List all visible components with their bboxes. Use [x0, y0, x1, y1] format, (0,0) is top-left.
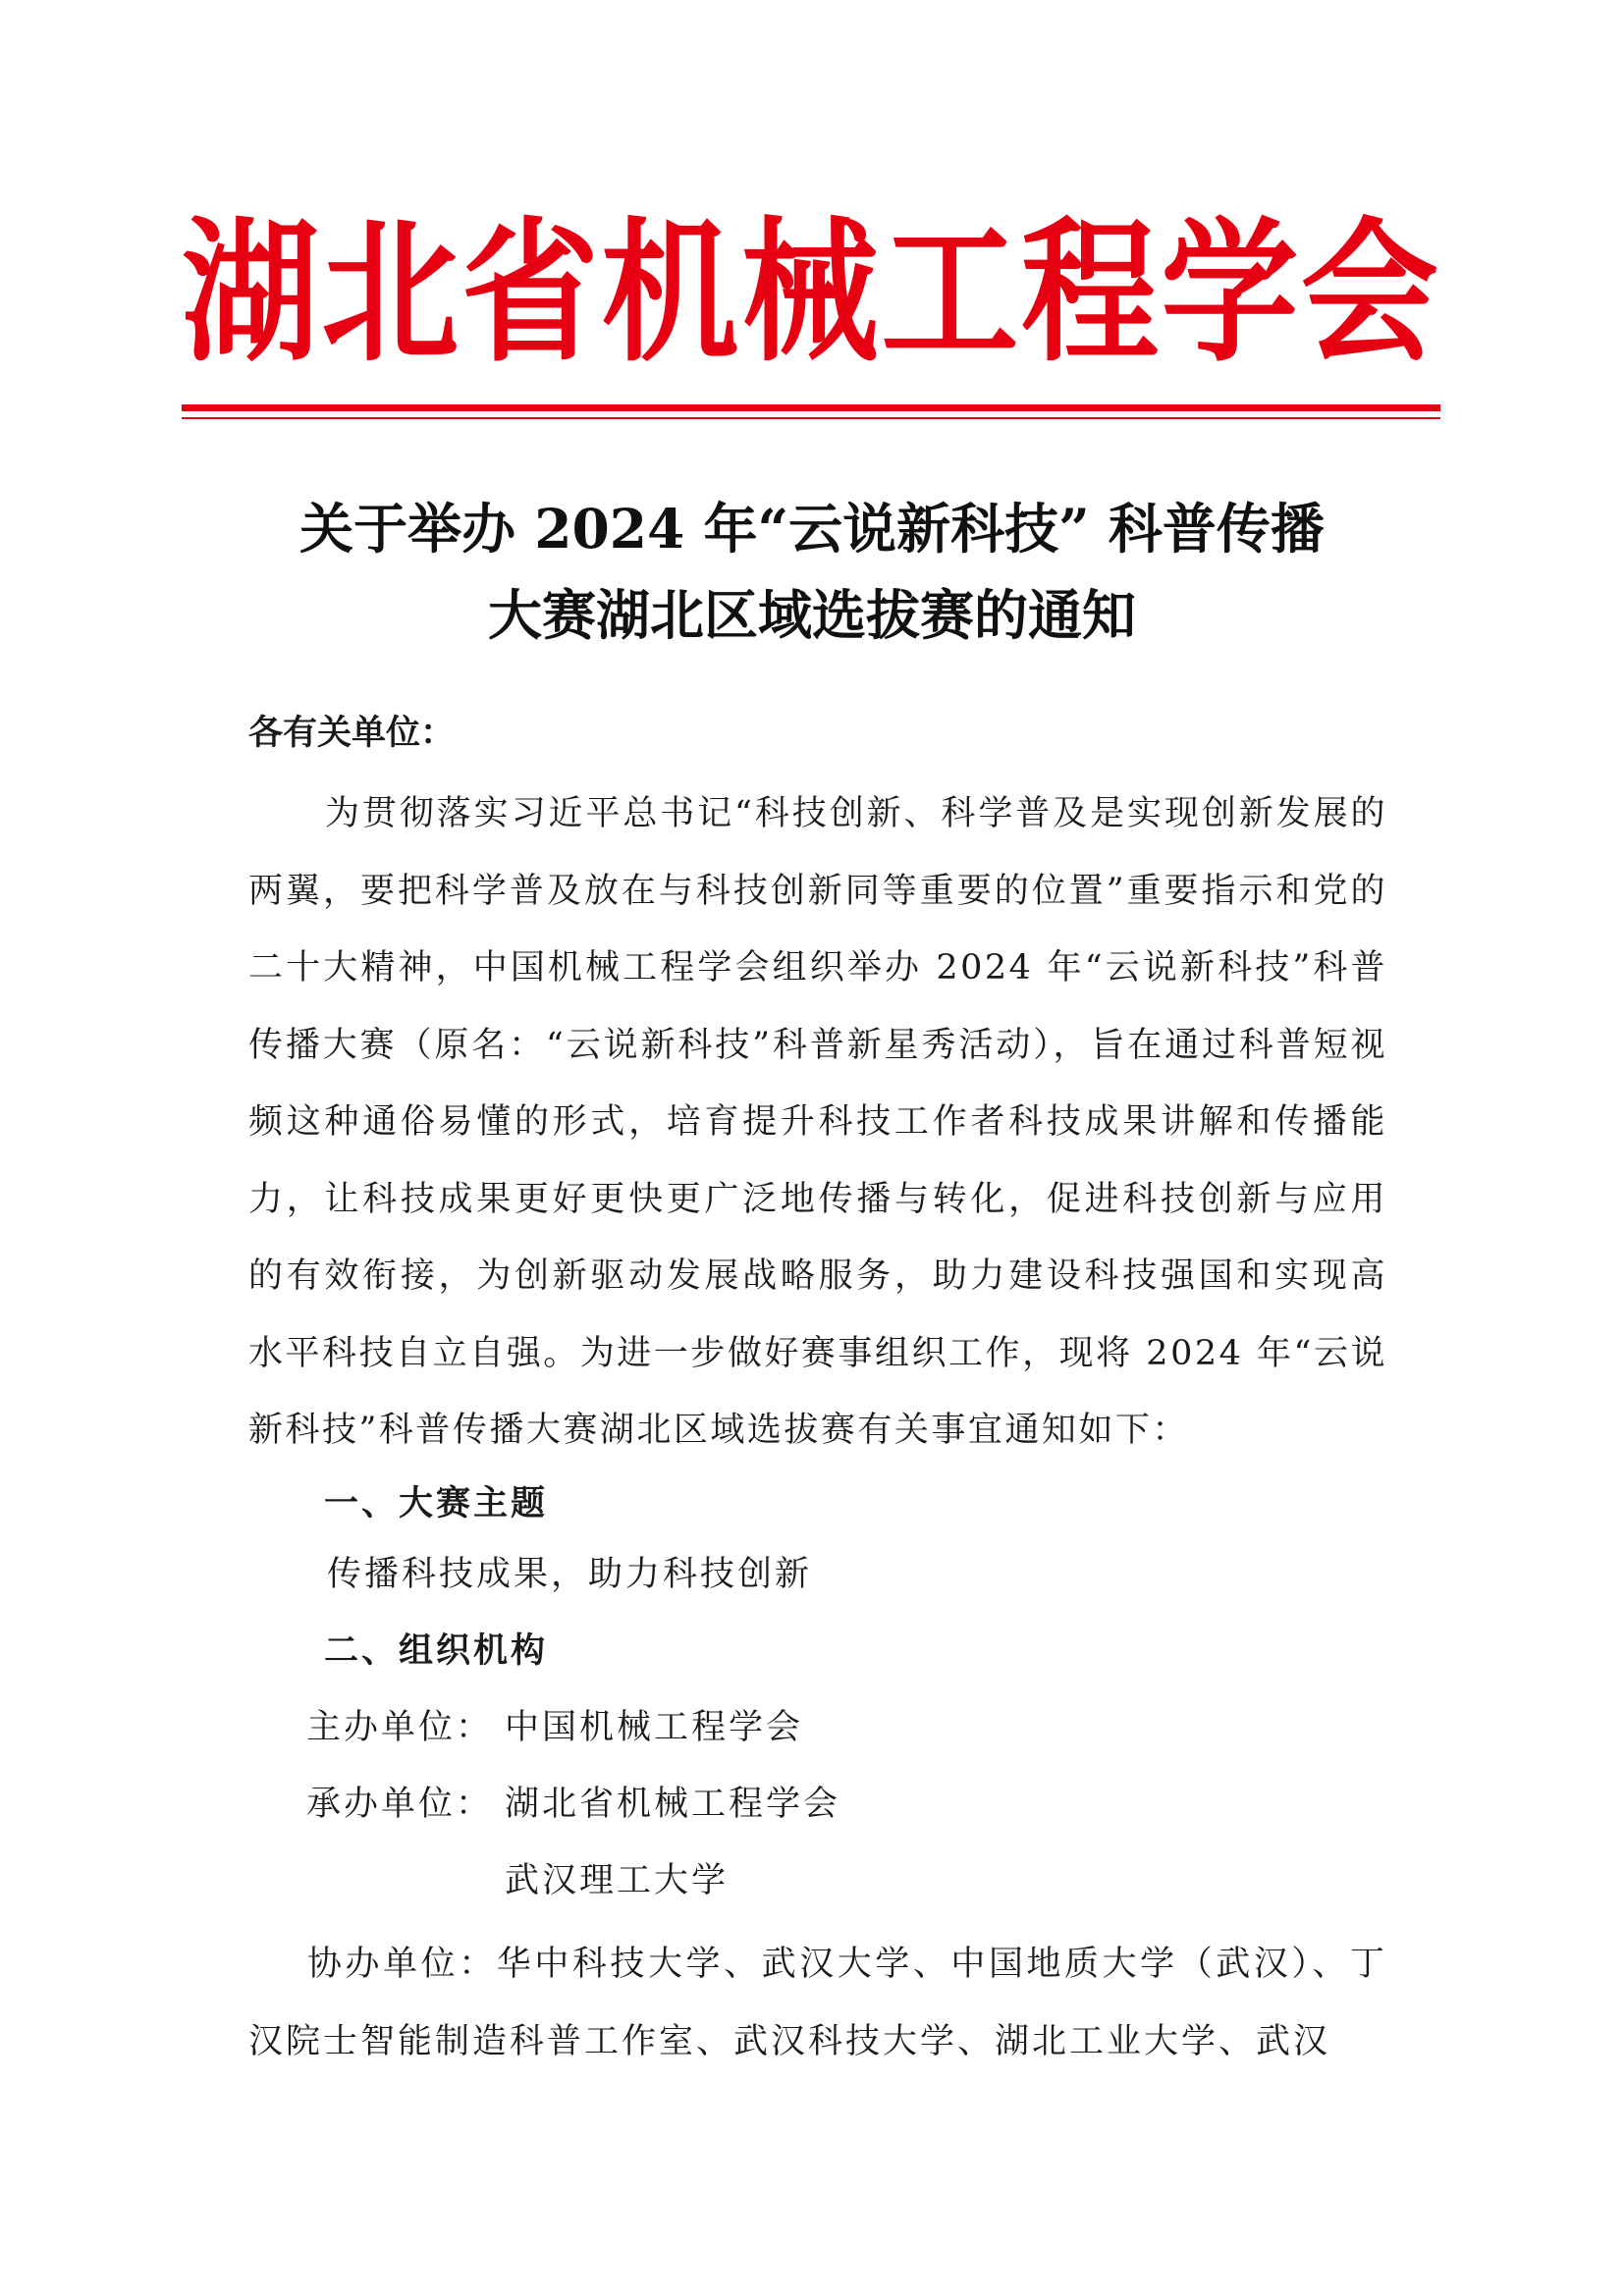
organizer-value-1: 湖北省机械工程学会 [505, 1785, 841, 1824]
host-label: 主办单位： [306, 1708, 494, 1747]
title-line-1: 关于举办 2024 年“云说新科技” 科普传播 [299, 497, 1325, 561]
masthead-char: 会 [1300, 204, 1438, 384]
salutation: 各有关单位： [248, 714, 456, 753]
masthead-char: 机 [601, 204, 739, 384]
masthead-char: 械 [740, 204, 879, 384]
masthead-rule-thick [182, 404, 1440, 411]
masthead-char: 省 [460, 204, 599, 384]
document-title [196, 486, 1428, 659]
coorganizer-paragraph: 协办单位：华中科技大学、武汉大学、中国地质大学（武汉）、丁汉院士智能制造科普工作室、武汉科技大学、湖北工业大学、武汉 [248, 1945, 1387, 2061]
masthead [182, 204, 1438, 384]
title-line-2: 大赛湖北区域选拔赛的通知 [487, 583, 1136, 647]
section-heading-theme: 一、大赛主题 [324, 1484, 549, 1523]
organizer-value-2: 武汉理工大学 [505, 1861, 730, 1900]
organizer-row-2 [505, 1851, 729, 1910]
section-heading-org: 二、组织机构 [324, 1631, 549, 1671]
host-row [306, 1698, 803, 1757]
masthead-char: 北 [321, 204, 460, 384]
organizer-label: 承办单位： [306, 1785, 494, 1824]
masthead-char: 程 [1020, 204, 1159, 384]
organizer-row [306, 1775, 840, 1834]
theme-text: 传播科技成果，助力科技创新 [327, 1555, 813, 1594]
intro-paragraph: 为贯彻落实习近平总书记“科技创新、科学普及是实现创新发展的两翼，要把科学普及放在与科技创新同等重要的位置”重要指示和党的二十大精神，中国机械工程学会组织举办 2024 年“云说新科技”科普传播大赛（原名：“云说新科技”科普新星秀活动），旨在通过科普短视频这种通俗易懂的形式，培育提升科技工作者科技成果讲解和传播能力，让科技成果更好更快更广泛地传播与转化，促进科技创新与应用的有效衔接，为创新驱动发展战略服务，助力建设科技强国和实现高水平科技自立自强。为进一步做好赛事组织工作，现将 2024 年“云说新科技”科普传播大赛湖北区域选拔赛有关事宜通知如下： [248, 794, 1387, 1450]
masthead-char: 学 [1161, 204, 1299, 384]
host-value: 中国机械工程学会 [505, 1708, 804, 1747]
masthead-rule-thin [182, 417, 1440, 419]
masthead-char: 湖 [182, 204, 320, 384]
masthead-char: 工 [881, 204, 1019, 384]
